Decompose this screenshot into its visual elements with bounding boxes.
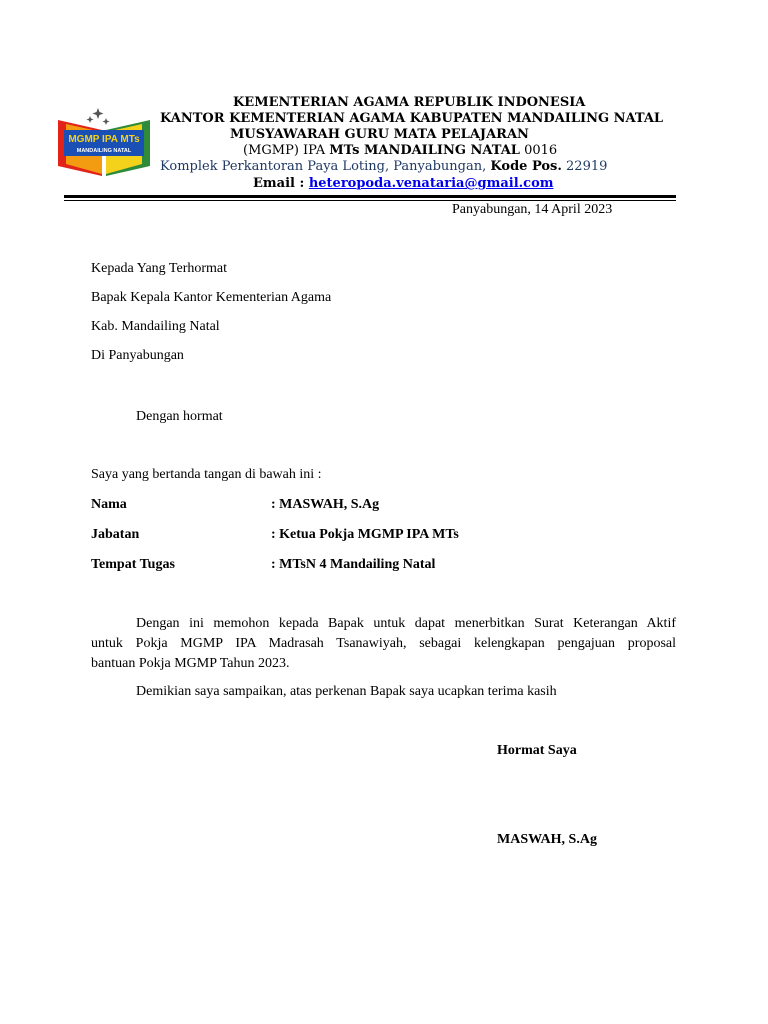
header-email [253,176,554,191]
header-address [160,159,607,174]
mgmp-books-logo-icon [56,100,152,178]
intro-sentence: Saya yang bertanda tangan di bawah ini : [91,467,322,482]
letterhead-rule-thin [64,200,676,201]
header-line-4-bold: MTs MANDAILING NATAL [329,143,520,158]
body-paragraph [91,614,676,674]
body-line-2: untuk Pokja MGMP IPA Madrasah Tsanawiyah, sebagai kelengkapan pengajuan proposal [91,636,676,651]
body-line-3: bantuan Pokja MGMP Tahun 2023. [91,656,290,671]
header-line-4-prefix: (MGMP) IPA [243,143,330,158]
closing-salutation: Hormat Saya [497,743,577,758]
letterhead-rule-thick [64,195,676,198]
field-value-tempat-tugas: : MTsN 4 Mandailing Natal [271,557,436,572]
header-line-3: MUSYAWARAH GURU MATA PELAJARAN [230,127,529,142]
body-line-1: Dengan ini memohon kepada Bapak untuk dapat menerbitkan Surat Keterangan Aktif [136,616,676,631]
logo-text: MGMP IPA MTs [68,134,140,145]
recipient-line-1: Kepada Yang Terhormat [91,261,228,276]
closing-sentence: Demikian saya sampaikan, atas perkenan Bapak saya ucapkan terima kasih [136,684,557,699]
field-label-tempat-tugas: Tempat Tugas [91,557,175,572]
logo-subtext: MANDAILING NATAL [76,148,132,154]
field-label-nama: Nama [91,497,127,512]
recipient-line-4: Di Panyabungan [91,348,184,363]
email-link[interactable]: heteropoda.venataria@gmail.com [308,176,554,191]
signer-name: MASWAH, S.Ag [497,832,597,847]
header-line-2: KANTOR KEMENTERIAN AGAMA KABUPATEN MANDAILING NATAL [160,111,664,126]
postal-label: Kode Pos. [490,159,562,174]
field-value-jabatan: : Ketua Pokja MGMP IPA MTs [271,527,459,542]
field-label-jabatan: Jabatan [91,527,140,542]
header-line-4-suffix: 0016 [519,143,558,158]
field-value-nama: : MASWAH, S.Ag [271,497,380,512]
address-text: Komplek Perkantoran Paya Loting, Panyabungan, [160,159,491,174]
letter-date: Panyabungan, 14 April 2023 [452,202,613,217]
recipient-line-2: Bapak Kepala Kantor Kementerian Agama [91,290,332,305]
email-label: Email : [253,176,309,191]
postal-code: 22919 [561,159,608,174]
greeting: Dengan hormat [136,409,223,424]
header-line-4 [243,143,557,158]
header-line-1: KEMENTERIAN AGAMA REPUBLIK INDONESIA [233,95,586,110]
recipient-line-3: Kab. Mandailing Natal [91,319,220,334]
